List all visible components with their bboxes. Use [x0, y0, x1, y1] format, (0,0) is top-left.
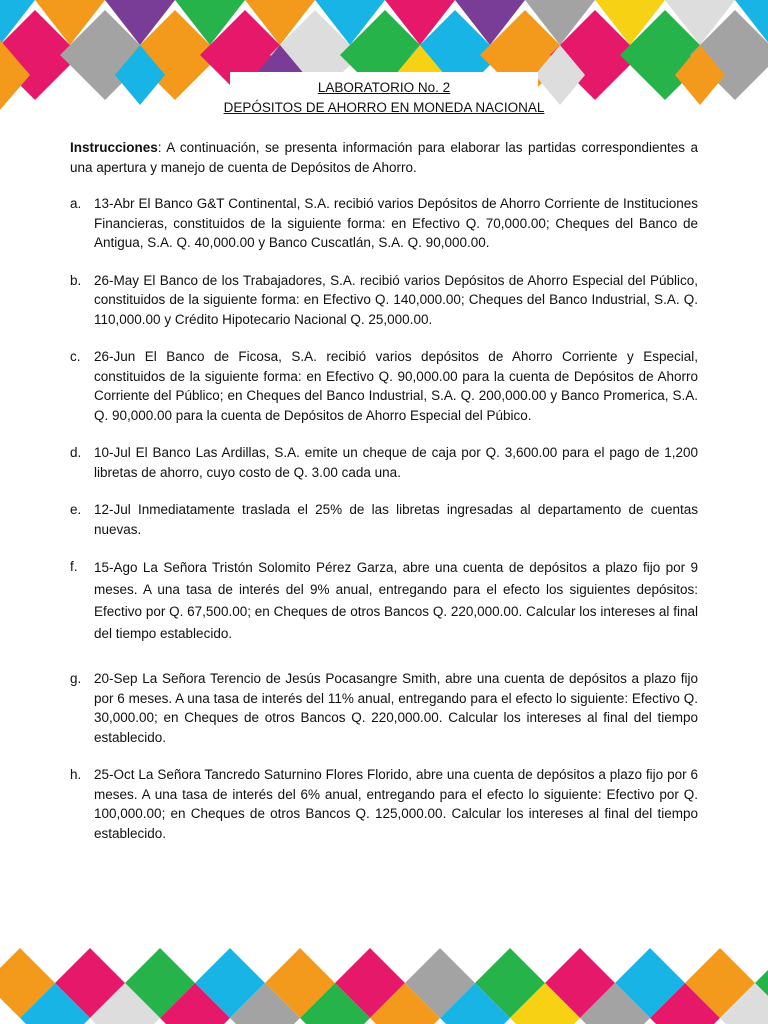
item-marker: b. — [70, 272, 82, 288]
list-item — [70, 443, 698, 482]
item-text: 26-May El Banco de los Trabajadores, S.A. recibió varios Depósitos de Ahorro Especial del Público, constituidos de la siguiente forma: en Efectivo Q. 140,000.00; Cheques del Banco Industrial, S.A. Q. 110,000.00 y Crédito Hipotecario Nacional Q. 25,000.00. — [94, 272, 698, 327]
item-marker: f. — [70, 559, 78, 574]
instructions-text: : A continuación, se presenta información para elaborar las partidas correspondientes a una apertura y manejo de cuenta de Depósitos de Ahorro. — [70, 140, 698, 175]
list-item — [70, 765, 698, 843]
item-text: 10-Jul El Banco Las Ardillas, S.A. emite un cheque de caja por Q. 3,600.00 para el pago de 1,200 libretas de ahorro, cuyo costo de Q. 3.00 cada una. — [94, 445, 698, 480]
list-item — [70, 194, 698, 253]
item-marker: d. — [70, 445, 82, 460]
item-text: 15-Ago La Señora Tristón Solomito Pérez Garza, abre una cuenta de depósitos a plazo fijo por 9 meses. A una tasa de interés del 9% anual, entregando para el efecto los siguientes depósitos: Efectivo por Q. 67,500.00; en Cheques de otros Bancos Q. 220,000.00. Calcular los intereses al final del tiempo establecido. — [94, 560, 698, 641]
instructions-paragraph — [70, 138, 698, 177]
document-subtitle: DEPÓSITOS DE AHORRO EN MONEDA NACIONAL — [223, 100, 545, 115]
list-item — [70, 271, 698, 330]
bottom-diamond-pattern — [0, 938, 768, 1024]
item-marker: a. — [70, 196, 82, 211]
list-item — [70, 669, 698, 747]
document-title: LABORATORIO No. 2 — [317, 80, 451, 95]
item-marker: h. — [70, 767, 82, 782]
instructions-label: Instrucciones — [70, 140, 158, 155]
item-text: 13-Abr El Banco G&T Continental, S.A. recibió varios Depósitos de Ahorro Corriente de Instituciones Financieras, constituidos de la siguiente forma: en Efectivo Q. 70,000.00; Cheques del Banco de Antigua, S.A. Q. 40,000.00 y Banco Cuscatlán, S.A. Q. 90,000.00. — [94, 196, 698, 250]
item-text: 20-Sep La Señora Terencio de Jesús Pocasangre Smith, abre una cuenta de depósitos a plazo fijo por 6 meses. A una tasa de interés del 11% anual, entregando para el efecto lo siguiente: Efectivo Q. 30,000.00; en Cheques de otros Bancos Q. 220,000.00. Calcular los intereses al final del tiempo establecido. — [94, 671, 698, 745]
list-item — [70, 347, 698, 425]
bottom-decorative-banner — [0, 938, 768, 1024]
exercise-list — [70, 194, 698, 843]
item-text: 25-Oct La Señora Tancredo Saturnino Flores Florido, abre una cuenta de depósitos a plazo fijo por 6 meses. A una tasa de interés del 6% anual, entregando para el efecto lo siguiente: Efectivo por Q. 100,000.00; en Cheques de otros Bancos Q. 125,000.00. Calcular los intereses al final del tiempo establecido. — [94, 767, 698, 841]
item-text: 26-Jun El Banco de Ficosa, S.A. recibió varios depósitos de Ahorro Corriente y Especial, constituidos de la siguiente forma: en Efectivo Q. 90,000.00 para la cuenta de Depósitos de Ahorro Corriente del Público; en Cheques del Banco Industrial, S.A. Q. 200,000.00 y Banco Promerica, S.A. Q. 90,000.00 para la cuenta de Depósitos de Ahorro Especial del Púbico. — [94, 349, 698, 423]
document-header — [0, 78, 768, 118]
item-marker: c. — [70, 349, 81, 364]
item-text: 12-Jul Inmediatamente traslada el 25% de las libretas ingresadas al departamento de cuentas nuevas. — [94, 502, 698, 537]
list-item — [70, 500, 698, 539]
item-marker: e. — [70, 502, 82, 517]
item-marker: g. — [70, 671, 82, 686]
document-body — [70, 138, 698, 861]
list-item — [70, 557, 698, 645]
